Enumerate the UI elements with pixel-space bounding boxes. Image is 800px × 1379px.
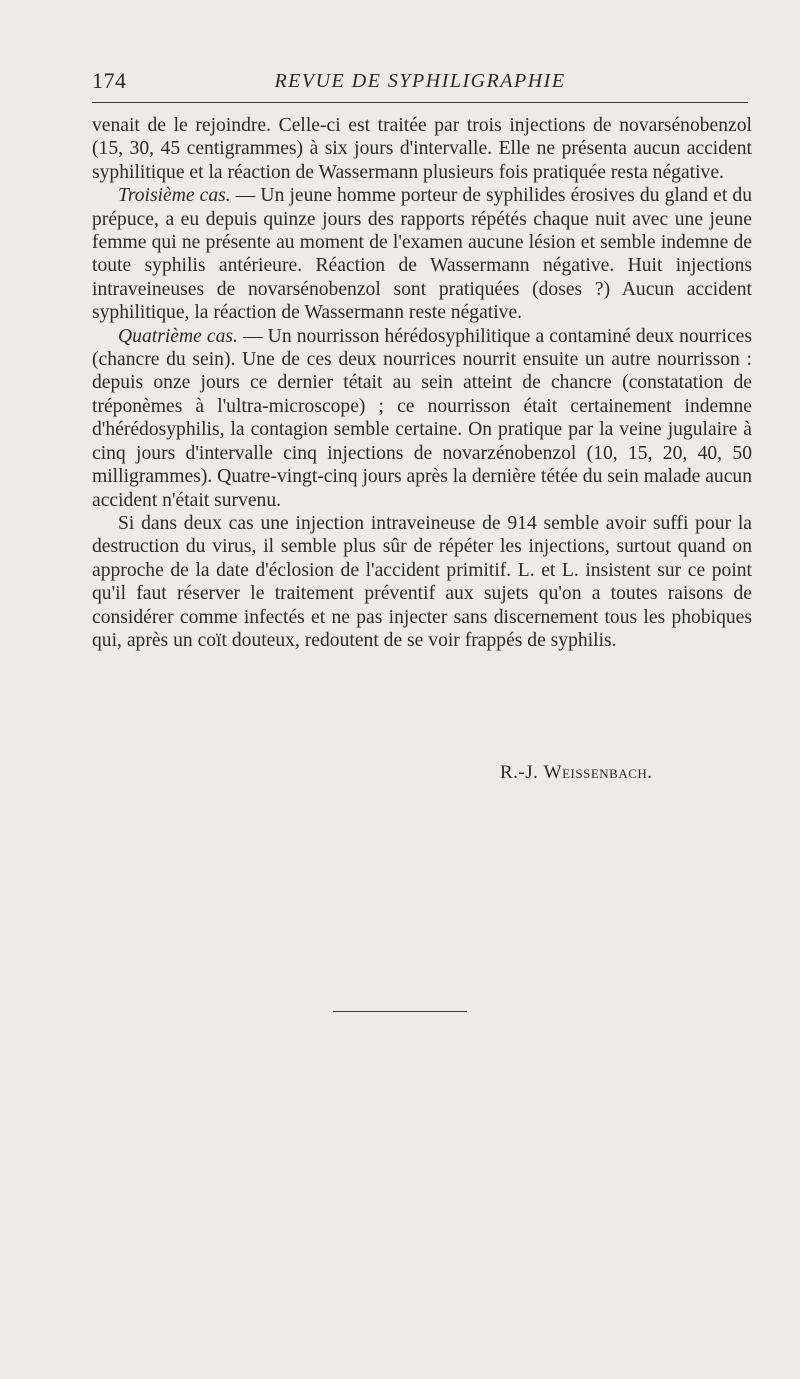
case-text-fourth: — Un nourrisson hérédosyphilitique a contaminé deux nourrices (chancre du sein). Une de ces deux nourrices nourrit ensuite un autre nourrisson : depuis onze jours ce dernier tétait au sein atteint de chancre (constatation de tréponèmes à l'ultra-microscope) ; ce nourrisson était certainement indemne d'hérédosyphilis, la contagion semble certaine. On pratique par la veine jugulaire à cinq jours d'intervalle cinq injections de novarzénobenzol (10, 15, 20, 40, 50 milligrammes). Quatre-vingt-cinq jours après la dernière tétée du sein malade aucun accident n'était survenu.	[92, 325, 752, 511]
page-header	[92, 68, 748, 100]
signature-initials: R.-J.	[500, 762, 544, 783]
paragraph-third-case	[92, 184, 752, 324]
header-rule	[92, 102, 748, 103]
paragraph-conclusion: Si dans deux cas une injection intraveineuse de 914 semble avoir suffi pour la destruction du virus, il semble plus sûr de répéter les injections, surtout quand on approche de la date d'éclosion de l'accident primitif. L. et L. insistent sur ce point qu'il faut réserver le traitement préventif aux sujets qu'on a toutes raisons de considérer comme infectés et ne pas injecter sans discernement tous les phobiques qui, après un coït douteux, redoutent de se voir frappés de syphilis.	[92, 512, 752, 651]
running-head: REVUE DE SYPHILIGRAPHIE	[274, 70, 566, 92]
paragraph-continuation: venait de le rejoindre. Celle-ci est traitée par trois injections de novarsénobenzol (15, 30, 45 centigrammes) à six jours d'intervalle. Elle ne présenta aucun accident syphilitique et la réaction de Wassermann plusieurs fois pratiquée resta négative.	[92, 115, 752, 183]
paragraph-fourth-case	[92, 325, 752, 512]
case-label-third: Troisième cas.	[118, 185, 231, 207]
section-end-rule	[333, 1011, 467, 1012]
article-body	[92, 114, 752, 652]
author-signature	[500, 762, 750, 784]
case-label-fourth: Quatrième cas.	[118, 325, 238, 347]
page-number: 174	[92, 68, 127, 93]
signature-name: Weissenbach.	[543, 762, 653, 783]
case-text-third: — Un jeune homme porteur de syphilides érosives du gland et du prépuce, a eu depuis quinze jours des rapports répétés chaque nuit avec une jeune femme qui ne présente au moment de l'examen aucune lésion et semble indemne de toute syphilis antérieure. Réaction de Wassermann négative. Huit injections intraveineuses de novarsénobenzol sont pratiquées (doses ?) Aucun accident syphilitique, la réaction de Wassermann reste négative.	[92, 185, 752, 324]
